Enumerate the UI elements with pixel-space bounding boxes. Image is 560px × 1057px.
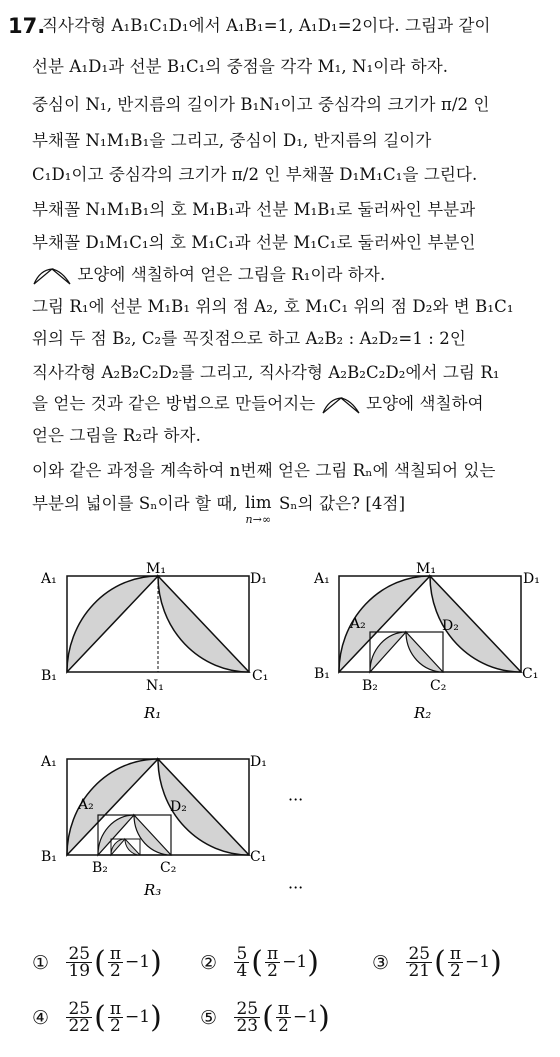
- question-line-4: 부채꼴 N₁M₁B₁을 그리고, 중심이 D₁, 반지름의 길이가: [32, 131, 432, 150]
- question-line-2: 선분 A₁D₁과 선분 B₁C₁의 중점을 각각 M₁, N₁이라 하자.: [32, 57, 449, 76]
- limit-symbol: lim: [245, 493, 272, 512]
- choice-3[interactable]: ③ $\frac{25}{21}$ ( $\frac{\pi}{2}$ −1): [372, 944, 502, 981]
- question-line-7: 부채꼴 D₁M₁C₁의 호 M₁C₁과 선분 M₁C₁로 둘러싸인 부분인: [32, 233, 476, 252]
- choice-4-num: 25: [68, 999, 91, 1019]
- question-line-6: 부채꼴 N₁M₁B₁의 호 M₁B₁과 선분 M₁B₁로 둘러싸인 부분과: [32, 200, 476, 219]
- question-line-9: 그림 R₁에 선분 M₁B₁ 위의 점 A₂, 호 M₁C₁ 위의 점 D₂와 변 B₁C₁: [32, 297, 514, 316]
- question-line-11: 직사각형 A₂B₂C₂D₂를 그리고, 직사각형 A₂B₂C₂D₂에서 그림 R₁: [32, 363, 500, 382]
- choice-5-mark: ⑤: [200, 1006, 218, 1029]
- label-d1: D₁: [250, 571, 267, 587]
- question-line-14: 이와 같은 과정을 계속하여 n번째 얻은 그림 Rₙ에 색칠되어 있는: [32, 461, 496, 480]
- choice-2-num: 5: [236, 944, 248, 964]
- choice-2-den: 4: [236, 961, 248, 981]
- shaded-shape-icon-2: [321, 395, 361, 415]
- label-b1: B₁: [314, 666, 330, 682]
- ellipsis-1: ···: [288, 790, 304, 809]
- label-a1: A₁: [41, 754, 57, 770]
- caption-r2: R₂: [414, 704, 432, 722]
- choice-5-pi-half: [276, 1001, 291, 1034]
- question-line-1: 직사각형 A₁B₁C₁D₁에서 A₁B₁=1, A₁D₁=2이다. 그림과 같이: [42, 16, 491, 35]
- pi: π: [109, 999, 121, 1019]
- question-line-12-tail: 모양에 색칠하여: [366, 394, 484, 413]
- ellipsis-2: ···: [288, 878, 304, 897]
- label-c2: C₂: [430, 678, 447, 694]
- question-line-12-text: 을 얻는 것과 같은 방법으로 만들어지는: [32, 394, 316, 413]
- two: 2: [277, 1016, 289, 1036]
- choice-5[interactable]: ⑤ $\frac{25}{23}$ ( $\frac{\pi}{2}$ −1): [200, 999, 330, 1036]
- two: 2: [109, 961, 121, 981]
- choice-3-coef: [406, 946, 432, 979]
- question-line-15-text: 부분의 넓이를 Sₙ이라 할 때,: [32, 494, 238, 513]
- choice-2[interactable]: ② $\frac{5}{4}$ ( $\frac{\pi}{2}$ −1): [200, 944, 319, 981]
- limit-expression: [245, 494, 272, 528]
- choice-5-tail: −1: [293, 1007, 319, 1027]
- label-c1: C₁: [250, 849, 267, 865]
- label-a2: A₂: [78, 797, 94, 813]
- choice-5-num: 25: [236, 999, 259, 1019]
- label-d1: D₁: [250, 754, 267, 770]
- question-line-8-text: 모양에 색칠하여 얻은 그림을 R₁이라 하자.: [77, 265, 386, 284]
- question-line-10: 위의 두 점 B₂, C₂를 꼭짓점으로 하고 A₂B₂ : A₂D₂=1 : 2인: [32, 329, 466, 348]
- question-line-15-tail: Sₙ의 값은? [4점]: [279, 494, 406, 513]
- two: 2: [109, 1016, 121, 1036]
- pi: π: [277, 999, 289, 1019]
- figure-r1: [30, 560, 280, 730]
- choice-2-pi-half: [265, 946, 280, 979]
- label-d2: D₂: [170, 799, 187, 815]
- label-m1: M₁: [146, 561, 166, 577]
- shaded-shape-icon: [32, 266, 72, 286]
- choice-1-mark: ①: [32, 951, 50, 974]
- label-d1: D₁: [523, 571, 540, 587]
- label-d2: D₂: [442, 618, 459, 634]
- pi: π: [109, 944, 121, 964]
- choice-1-pi-half: [108, 946, 123, 979]
- label-c1: C₁: [252, 668, 269, 684]
- question-line-12: [32, 394, 484, 415]
- label-b1: B₁: [41, 668, 57, 684]
- choice-1-den: 19: [68, 961, 91, 981]
- choice-1-num: 25: [68, 944, 91, 964]
- choice-3-mark: ③: [372, 951, 390, 974]
- choice-1-coef: [66, 946, 92, 979]
- two: 2: [267, 961, 278, 981]
- label-c2: C₂: [160, 860, 177, 876]
- choice-3-pi-half: [448, 946, 463, 979]
- figure-r2: [310, 560, 560, 730]
- label-b2: B₂: [362, 678, 378, 694]
- label-a1: A₁: [314, 571, 330, 587]
- question-number: 17.: [8, 14, 46, 38]
- choice-1-tail: −1: [125, 952, 151, 972]
- label-b1: B₁: [41, 849, 57, 865]
- question-line-3: [32, 95, 490, 115]
- question-line-3-text: 중심이 N₁, 반지름의 길이가 B₁N₁이고 중심각의 크기가 π/2 인: [32, 95, 490, 114]
- label-b2: B₂: [92, 860, 108, 876]
- choice-3-num: 25: [408, 944, 431, 964]
- two: 2: [449, 961, 461, 981]
- choice-2-coef: [234, 946, 249, 979]
- choice-5-coef: [234, 1001, 260, 1034]
- label-a1: A₁: [41, 571, 57, 587]
- pi: π: [449, 944, 461, 964]
- figure-r3: [30, 745, 330, 905]
- label-m1: M₁: [416, 561, 436, 577]
- choice-4-coef: [66, 1001, 92, 1034]
- choice-3-tail: −1: [465, 952, 491, 972]
- label-a2: A₂: [350, 616, 366, 632]
- choice-4[interactable]: ④ $\frac{25}{22}$ ( $\frac{\pi}{2}$ −1): [32, 999, 162, 1036]
- caption-r1: R₁: [144, 704, 162, 722]
- choice-4-mark: ④: [32, 1006, 50, 1029]
- choice-2-mark: ②: [200, 951, 218, 974]
- choice-4-pi-half: [108, 1001, 123, 1034]
- question-line-15: [32, 494, 405, 528]
- question-line-5: C₁D₁이고 중심각의 크기가 π/2 인 부채꼴 D₁M₁C₁을 그린다.: [32, 165, 478, 184]
- label-n1: N₁: [146, 678, 164, 694]
- pi: π: [267, 944, 279, 964]
- limit-subscript: n→∞: [245, 513, 272, 526]
- choice-3-den: 21: [408, 961, 431, 981]
- label-c1: C₁: [522, 666, 539, 682]
- choice-4-den: 22: [68, 1016, 91, 1036]
- choice-5-den: 23: [236, 1016, 259, 1036]
- choice-2-tail: −1: [282, 952, 308, 972]
- choice-1[interactable]: ① $\frac{25}{19}$ ( $\frac{\pi}{2}$ −1): [32, 944, 162, 981]
- choice-4-tail: −1: [125, 1007, 151, 1027]
- question-line-13: 얻은 그림을 R₂라 하자.: [32, 426, 201, 445]
- caption-r3: R₃: [144, 881, 162, 899]
- question-line-8: [32, 265, 385, 286]
